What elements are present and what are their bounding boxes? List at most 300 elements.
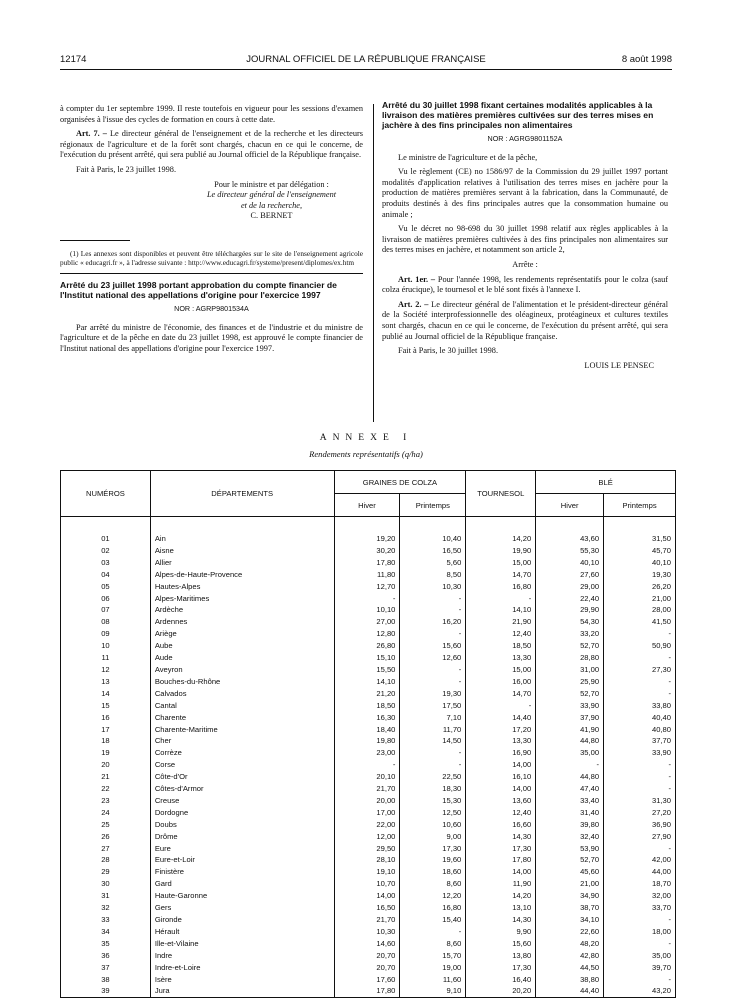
- cell-colza-printemps: 12,50: [400, 807, 466, 819]
- signature-line-2: Le directeur général de l'enseignement: [206, 190, 337, 200]
- cell-colza-hiver: 16,50: [334, 902, 400, 914]
- cell-ble-hiver: 53,90: [536, 843, 604, 855]
- cell-ble-hiver: 52,70: [536, 854, 604, 866]
- cell-colza-hiver: 20,10: [334, 771, 400, 783]
- page-header: [60, 54, 672, 68]
- journal-title: JOURNAL OFFICIEL DE LA RÉPUBLIQUE FRANÇAISE: [246, 54, 486, 65]
- cell-department: Eure-et-Loir: [150, 854, 334, 866]
- cell-colza-hiver: 19,10: [334, 866, 400, 878]
- cell-ble-hiver: 41,90: [536, 724, 604, 736]
- cell-number: 35: [61, 938, 151, 950]
- column-header-colza-printemps: Printemps: [400, 494, 466, 517]
- cell-ble-printemps: 27,20: [604, 807, 676, 819]
- table-body: [61, 517, 676, 998]
- cell-colza-hiver: 12,00: [334, 831, 400, 843]
- cell-number: 20: [61, 759, 151, 771]
- cell-tournesol: 12,40: [466, 628, 536, 640]
- cell-ble-printemps: 31,50: [604, 517, 676, 545]
- cell-number: 19: [61, 747, 151, 759]
- cell-number: 31: [61, 890, 151, 902]
- signature-date-1: Fait à Paris, le 23 juillet 1998.: [76, 164, 177, 174]
- cell-colza-printemps: 17,50: [400, 700, 466, 712]
- right-column: [382, 100, 668, 375]
- cell-department: Jura: [150, 985, 334, 997]
- cell-department: Indre: [150, 950, 334, 962]
- cell-ble-hiver: 39,80: [536, 819, 604, 831]
- cell-colza-hiver: 10,30: [334, 926, 400, 938]
- table-row: [61, 640, 676, 652]
- cell-colza-printemps: 16,50: [400, 545, 466, 557]
- cell-department: Doubs: [150, 819, 334, 831]
- cell-ble-printemps: -: [604, 974, 676, 986]
- cell-colza-hiver: 10,10: [334, 604, 400, 616]
- table-row: [61, 866, 676, 878]
- cell-ble-printemps: 33,70: [604, 902, 676, 914]
- table-row: [61, 843, 676, 855]
- cell-colza-printemps: 22,50: [400, 771, 466, 783]
- cell-tournesol: 17,20: [466, 724, 536, 736]
- table-row: [61, 581, 676, 593]
- cell-colza-printemps: 15,30: [400, 795, 466, 807]
- cell-tournesol: 18,50: [466, 640, 536, 652]
- cell-ble-printemps: 31,30: [604, 795, 676, 807]
- cell-ble-hiver: 32,40: [536, 831, 604, 843]
- cell-number: 25: [61, 819, 151, 831]
- header-rule: [60, 69, 672, 70]
- table-row: [61, 807, 676, 819]
- cell-ble-hiver: 22,40: [536, 593, 604, 605]
- table-row: [61, 652, 676, 664]
- cell-colza-printemps: 10,30: [400, 581, 466, 593]
- cell-tournesol: 17,80: [466, 854, 536, 866]
- article-2-label: Art. 2. –: [398, 299, 429, 309]
- cell-ble-hiver: 45,60: [536, 866, 604, 878]
- cell-ble-hiver: 28,80: [536, 652, 604, 664]
- cell-ble-printemps: -: [604, 783, 676, 795]
- article-1-label: Art. 1er. –: [398, 274, 436, 284]
- annex-title: ANNEXE I: [319, 433, 413, 443]
- cell-tournesol: 13,10: [466, 902, 536, 914]
- cell-ble-printemps: -: [604, 759, 676, 771]
- cell-department: Alpes-de-Haute-Provence: [150, 569, 334, 581]
- cell-colza-printemps: 18,30: [400, 783, 466, 795]
- cell-colza-printemps: -: [400, 604, 466, 616]
- cell-tournesol: 14,00: [466, 783, 536, 795]
- cell-ble-hiver: 31,40: [536, 807, 604, 819]
- cell-department: Dordogne: [150, 807, 334, 819]
- cell-colza-hiver: 28,10: [334, 854, 400, 866]
- cell-number: 18: [61, 735, 151, 747]
- cell-tournesol: 17,30: [466, 962, 536, 974]
- annex-subtitle: Rendements représentatifs (q/ha): [309, 449, 423, 459]
- cell-colza-printemps: 11,60: [400, 974, 466, 986]
- cell-department: Charente-Maritime: [150, 724, 334, 736]
- cell-number: 04: [61, 569, 151, 581]
- decree-2-title: Arrêté du 23 juillet 1998 portant approbation du compte financier de l'Institut national des appellations d'origine pour l'exercice 1997: [60, 279, 337, 300]
- table-row: [61, 854, 676, 866]
- table-row: [61, 938, 676, 950]
- signature-line-3: et de la recherche,: [240, 200, 303, 210]
- cell-colza-printemps: 14,50: [400, 735, 466, 747]
- decree-arrete: Arrête :: [512, 259, 538, 269]
- cell-tournesol: 15,00: [466, 664, 536, 676]
- cell-colza-hiver: 23,00: [334, 747, 400, 759]
- cell-colza-hiver: 19,20: [334, 517, 400, 545]
- cell-number: 23: [61, 795, 151, 807]
- cell-number: 10: [61, 640, 151, 652]
- cell-ble-printemps: -: [604, 914, 676, 926]
- cell-ble-hiver: 44,50: [536, 962, 604, 974]
- cell-ble-hiver: 22,60: [536, 926, 604, 938]
- cell-ble-hiver: 55,30: [536, 545, 604, 557]
- cell-ble-hiver: 34,10: [536, 914, 604, 926]
- cell-department: Indre-et-Loire: [150, 962, 334, 974]
- cell-colza-printemps: 8,60: [400, 938, 466, 950]
- cell-ble-hiver: 29,00: [536, 581, 604, 593]
- cell-ble-hiver: 43,60: [536, 517, 604, 545]
- cell-department: Drôme: [150, 831, 334, 843]
- cell-department: Côte-d'Or: [150, 771, 334, 783]
- cell-ble-hiver: 25,90: [536, 676, 604, 688]
- cell-colza-printemps: 12,20: [400, 890, 466, 902]
- table-row: [61, 664, 676, 676]
- issue-date: 8 août 1998: [621, 54, 672, 65]
- table-row: [61, 557, 676, 569]
- cell-colza-hiver: 29,50: [334, 843, 400, 855]
- article-1-text: Pour l'année 1998, les rendements représentatifs pour le colza (sauf colza érucique), le tournesol et le blé sont fixés à l'annexe I.: [382, 274, 668, 295]
- cell-department: Corse: [150, 759, 334, 771]
- cell-colza-printemps: 15,70: [400, 950, 466, 962]
- cell-colza-printemps: -: [400, 759, 466, 771]
- cell-ble-printemps: -: [604, 688, 676, 700]
- cell-ble-hiver: 54,30: [536, 616, 604, 628]
- cell-colza-hiver: 17,80: [334, 557, 400, 569]
- column-header-colza-hiver: Hiver: [334, 494, 400, 517]
- table-row: [61, 569, 676, 581]
- cell-ble-printemps: 19,30: [604, 569, 676, 581]
- cell-ble-printemps: 50,90: [604, 640, 676, 652]
- cell-ble-printemps: -: [604, 676, 676, 688]
- cell-tournesol: 14,30: [466, 914, 536, 926]
- cell-number: 27: [61, 843, 151, 855]
- table-row: [61, 593, 676, 605]
- cell-colza-hiver: 15,50: [334, 664, 400, 676]
- article-2: [382, 300, 668, 342]
- cell-tournesol: 9,90: [466, 926, 536, 938]
- cell-ble-hiver: 38,80: [536, 974, 604, 986]
- cell-ble-hiver: 47,40: [536, 783, 604, 795]
- cell-number: 24: [61, 807, 151, 819]
- decree-visa-1: Vu le règlement (CE) no 1586/97 de la Commission du 29 juillet 1997 portant modalités d'application relatives à l'utilisation des terres mises en jachère pour la production de matières premières servant à la fabrication, dans la Communauté, de produits destinés à des fins principales autres que la consommation humaine ou animale ;: [382, 167, 668, 219]
- cell-ble-printemps: 35,00: [604, 950, 676, 962]
- cell-tournesol: 11,90: [466, 878, 536, 890]
- cell-ble-hiver: 44,80: [536, 735, 604, 747]
- cell-colza-hiver: 14,00: [334, 890, 400, 902]
- table-row: [61, 676, 676, 688]
- cell-colza-printemps: 16,20: [400, 616, 466, 628]
- cell-colza-printemps: -: [400, 676, 466, 688]
- cell-colza-hiver: 21,20: [334, 688, 400, 700]
- cell-colza-printemps: -: [400, 926, 466, 938]
- cell-tournesol: 14,70: [466, 688, 536, 700]
- cell-colza-printemps: 8,50: [400, 569, 466, 581]
- cell-ble-hiver: 52,70: [536, 640, 604, 652]
- cell-ble-printemps: 26,20: [604, 581, 676, 593]
- cell-ble-printemps: 33,80: [604, 700, 676, 712]
- table-row: [61, 902, 676, 914]
- cell-tournesol: -: [466, 593, 536, 605]
- article-7-label: Art. 7. –: [76, 129, 107, 139]
- cell-tournesol: 13,60: [466, 795, 536, 807]
- cell-colza-hiver: 21,70: [334, 914, 400, 926]
- table-row: [61, 628, 676, 640]
- cell-tournesol: 17,30: [466, 843, 536, 855]
- cell-number: 12: [61, 664, 151, 676]
- cell-colza-hiver: 14,60: [334, 938, 400, 950]
- cell-ble-printemps: 40,40: [604, 712, 676, 724]
- cell-ble-printemps: 43,20: [604, 985, 676, 997]
- cell-colza-printemps: 15,60: [400, 640, 466, 652]
- cell-number: 01: [61, 517, 151, 545]
- cell-colza-hiver: 30,20: [334, 545, 400, 557]
- table-row: [61, 616, 676, 628]
- cell-department: Cantal: [150, 700, 334, 712]
- cell-colza-hiver: 14,10: [334, 676, 400, 688]
- cell-colza-hiver: -: [334, 759, 400, 771]
- cell-colza-hiver: 17,00: [334, 807, 400, 819]
- cell-ble-printemps: 32,00: [604, 890, 676, 902]
- table-row: [61, 985, 676, 997]
- cell-tournesol: 20,20: [466, 985, 536, 997]
- cell-number: 05: [61, 581, 151, 593]
- decree-2-body: Par arrêté du ministre de l'économie, des finances et de l'industrie et du ministre de l'agriculture et de la pêche en date du 23 juillet 1998, est approuvé le compte financier de l'Institut national des appellations d'origine pour l'exercice 1997.: [60, 322, 363, 353]
- cell-number: 16: [61, 712, 151, 724]
- column-header-tournesol: TOURNESOL: [466, 471, 536, 517]
- table-row: [61, 974, 676, 986]
- cell-department: Aube: [150, 640, 334, 652]
- cell-tournesol: 14,00: [466, 759, 536, 771]
- cell-tournesol: 13,80: [466, 950, 536, 962]
- section-divider: [60, 273, 363, 274]
- cell-department: Bouches-du-Rhône: [150, 676, 334, 688]
- cell-colza-printemps: -: [400, 628, 466, 640]
- cell-number: 13: [61, 676, 151, 688]
- cell-ble-printemps: 27,90: [604, 831, 676, 843]
- cell-number: 02: [61, 545, 151, 557]
- table-row: [61, 890, 676, 902]
- cell-number: 29: [61, 866, 151, 878]
- table-row: [61, 517, 676, 545]
- table-row: [61, 545, 676, 557]
- cell-colza-printemps: 5,60: [400, 557, 466, 569]
- table-row: [61, 712, 676, 724]
- cell-colza-hiver: 21,70: [334, 783, 400, 795]
- cell-colza-hiver: -: [334, 593, 400, 605]
- cell-number: 21: [61, 771, 151, 783]
- cell-ble-hiver: 33,90: [536, 700, 604, 712]
- cell-colza-printemps: 10,40: [400, 517, 466, 545]
- cell-colza-hiver: 18,40: [334, 724, 400, 736]
- cell-colza-printemps: -: [400, 593, 466, 605]
- cell-ble-hiver: -: [536, 759, 604, 771]
- cell-ble-hiver: 33,20: [536, 628, 604, 640]
- cell-tournesol: 14,20: [466, 890, 536, 902]
- cell-department: Ille-et-Vilaine: [150, 938, 334, 950]
- cell-number: 36: [61, 950, 151, 962]
- article-7: [60, 129, 363, 161]
- cell-ble-printemps: 39,70: [604, 962, 676, 974]
- cell-tournesol: 13,30: [466, 652, 536, 664]
- cell-department: Ariège: [150, 628, 334, 640]
- cell-tournesol: 14,00: [466, 866, 536, 878]
- cell-department: Gard: [150, 878, 334, 890]
- cell-ble-hiver: 42,80: [536, 950, 604, 962]
- cell-colza-hiver: 26,80: [334, 640, 400, 652]
- cell-ble-hiver: 52,70: [536, 688, 604, 700]
- cell-number: 15: [61, 700, 151, 712]
- footnote: (1) Les annexes sont disponibles et peuvent être téléchargées sur le site de l'enseignement agricole public « educagri.fr », à l'adresse suivante : http://www.educagri.fr/systeme/present/diplomes/ex.htm: [60, 248, 363, 267]
- signatory-name-2: LOUIS LE PENSEC: [584, 360, 654, 370]
- cell-colza-hiver: 10,70: [334, 878, 400, 890]
- cell-ble-printemps: 18,70: [604, 878, 676, 890]
- cell-number: 14: [61, 688, 151, 700]
- cell-ble-hiver: 37,90: [536, 712, 604, 724]
- cell-ble-hiver: 33,40: [536, 795, 604, 807]
- cell-ble-printemps: 18,00: [604, 926, 676, 938]
- cell-colza-hiver: 20,70: [334, 962, 400, 974]
- cell-department: Finistère: [150, 866, 334, 878]
- decree-2-nor: NOR : AGRP9801534A: [174, 303, 249, 313]
- cell-tournesol: 14,20: [466, 517, 536, 545]
- cell-number: 08: [61, 616, 151, 628]
- table-row: [61, 783, 676, 795]
- column-divider: [373, 104, 374, 422]
- cell-number: 33: [61, 914, 151, 926]
- cell-ble-printemps: 21,00: [604, 593, 676, 605]
- table-row: [61, 688, 676, 700]
- table-row: [61, 878, 676, 890]
- table-row: [61, 759, 676, 771]
- cell-number: 06: [61, 593, 151, 605]
- cell-ble-hiver: 38,70: [536, 902, 604, 914]
- cell-colza-printemps: 8,60: [400, 878, 466, 890]
- cell-ble-hiver: 34,90: [536, 890, 604, 902]
- cell-ble-hiver: 21,00: [536, 878, 604, 890]
- cell-ble-printemps: -: [604, 771, 676, 783]
- column-header-ble-hiver: Hiver: [536, 494, 604, 517]
- cell-department: Creuse: [150, 795, 334, 807]
- cell-tournesol: 21,90: [466, 616, 536, 628]
- column-header-departments: DÉPARTEMENTS: [150, 471, 334, 517]
- cell-number: 26: [61, 831, 151, 843]
- cell-colza-hiver: 12,70: [334, 581, 400, 593]
- signature-date-2: Fait à Paris, le 30 juillet 1998.: [398, 346, 499, 356]
- cell-department: Cher: [150, 735, 334, 747]
- cell-colza-printemps: 12,60: [400, 652, 466, 664]
- column-header-numbers: NUMÉROS: [61, 471, 151, 517]
- cell-number: 11: [61, 652, 151, 664]
- cell-colza-hiver: 20,70: [334, 950, 400, 962]
- cell-ble-printemps: -: [604, 938, 676, 950]
- signatory-name-1: C. BERNET: [250, 211, 293, 221]
- cell-department: Haute-Garonne: [150, 890, 334, 902]
- table-row: [61, 724, 676, 736]
- cell-department: Ardennes: [150, 616, 334, 628]
- yield-table: [60, 470, 676, 998]
- cell-tournesol: 19,90: [466, 545, 536, 557]
- cell-number: 30: [61, 878, 151, 890]
- cell-colza-printemps: 9,00: [400, 831, 466, 843]
- cell-department: Eure: [150, 843, 334, 855]
- left-paragraph-1: à compter du 1er septembre 1999. Il reste toutefois en vigueur pour les sessions d'examen organisées à l'issue des cycles de formation en cours à cette date.: [60, 104, 363, 124]
- cell-number: 03: [61, 557, 151, 569]
- cell-colza-printemps: 15,40: [400, 914, 466, 926]
- cell-ble-printemps: -: [604, 652, 676, 664]
- footnote-rule: [60, 240, 130, 241]
- cell-colza-printemps: -: [400, 747, 466, 759]
- cell-tournesol: 15,60: [466, 938, 536, 950]
- signature-line-1: Pour le ministre et par délégation :: [214, 179, 329, 189]
- cell-number: 37: [61, 962, 151, 974]
- cell-ble-hiver: 44,40: [536, 985, 604, 997]
- cell-colza-hiver: 16,30: [334, 712, 400, 724]
- cell-ble-hiver: 31,00: [536, 664, 604, 676]
- cell-tournesol: 14,40: [466, 712, 536, 724]
- cell-tournesol: 14,30: [466, 831, 536, 843]
- cell-colza-hiver: 18,50: [334, 700, 400, 712]
- cell-colza-printemps: 10,60: [400, 819, 466, 831]
- cell-number: 17: [61, 724, 151, 736]
- cell-colza-printemps: 16,80: [400, 902, 466, 914]
- cell-ble-hiver: 48,20: [536, 938, 604, 950]
- cell-department: Hautes-Alpes: [150, 581, 334, 593]
- cell-colza-hiver: 12,80: [334, 628, 400, 640]
- cell-tournesol: 13,30: [466, 735, 536, 747]
- cell-ble-hiver: 40,10: [536, 557, 604, 569]
- cell-ble-printemps: 45,70: [604, 545, 676, 557]
- cell-tournesol: 16,00: [466, 676, 536, 688]
- table-row: [61, 700, 676, 712]
- article-7-text: Le directeur général de l'enseignement et de la recherche et les directeurs régionaux de l'agriculture et de la forêt sont chargés, chacun en ce qui le concerne, de l'exécution du présent arrêté, qui sera publié au Journal officiel de la République française.: [60, 129, 363, 160]
- cell-tournesol: 14,70: [466, 569, 536, 581]
- decree-title: Arrêté du 30 juillet 1998 fixant certaines modalités applicables à la livraison des matières premières cultivées sur des terres mises en jachère à des fins principales non alimentaires: [382, 100, 654, 130]
- column-header-ble-printemps: Printemps: [604, 494, 676, 517]
- cell-department: Corrèze: [150, 747, 334, 759]
- cell-colza-hiver: 17,60: [334, 974, 400, 986]
- column-header-colza: GRAINES DE COLZA: [334, 471, 466, 494]
- cell-department: Hérault: [150, 926, 334, 938]
- cell-ble-printemps: 28,00: [604, 604, 676, 616]
- table-row: [61, 795, 676, 807]
- cell-ble-hiver: 35,00: [536, 747, 604, 759]
- table-row: [61, 819, 676, 831]
- cell-ble-printemps: 44,00: [604, 866, 676, 878]
- cell-colza-hiver: 15,10: [334, 652, 400, 664]
- decree-minister: Le ministre de l'agriculture et de la pêche,: [398, 152, 538, 162]
- cell-tournesol: 16,60: [466, 819, 536, 831]
- column-header-ble: BLÉ: [536, 471, 676, 494]
- cell-ble-hiver: 27,60: [536, 569, 604, 581]
- cell-department: Calvados: [150, 688, 334, 700]
- page-number: 12174: [60, 54, 87, 65]
- table-row: [61, 771, 676, 783]
- cell-department: Aude: [150, 652, 334, 664]
- cell-tournesol: 16,10: [466, 771, 536, 783]
- cell-colza-printemps: 19,00: [400, 962, 466, 974]
- cell-colza-hiver: 20,00: [334, 795, 400, 807]
- cell-department: Gironde: [150, 914, 334, 926]
- cell-department: Aisne: [150, 545, 334, 557]
